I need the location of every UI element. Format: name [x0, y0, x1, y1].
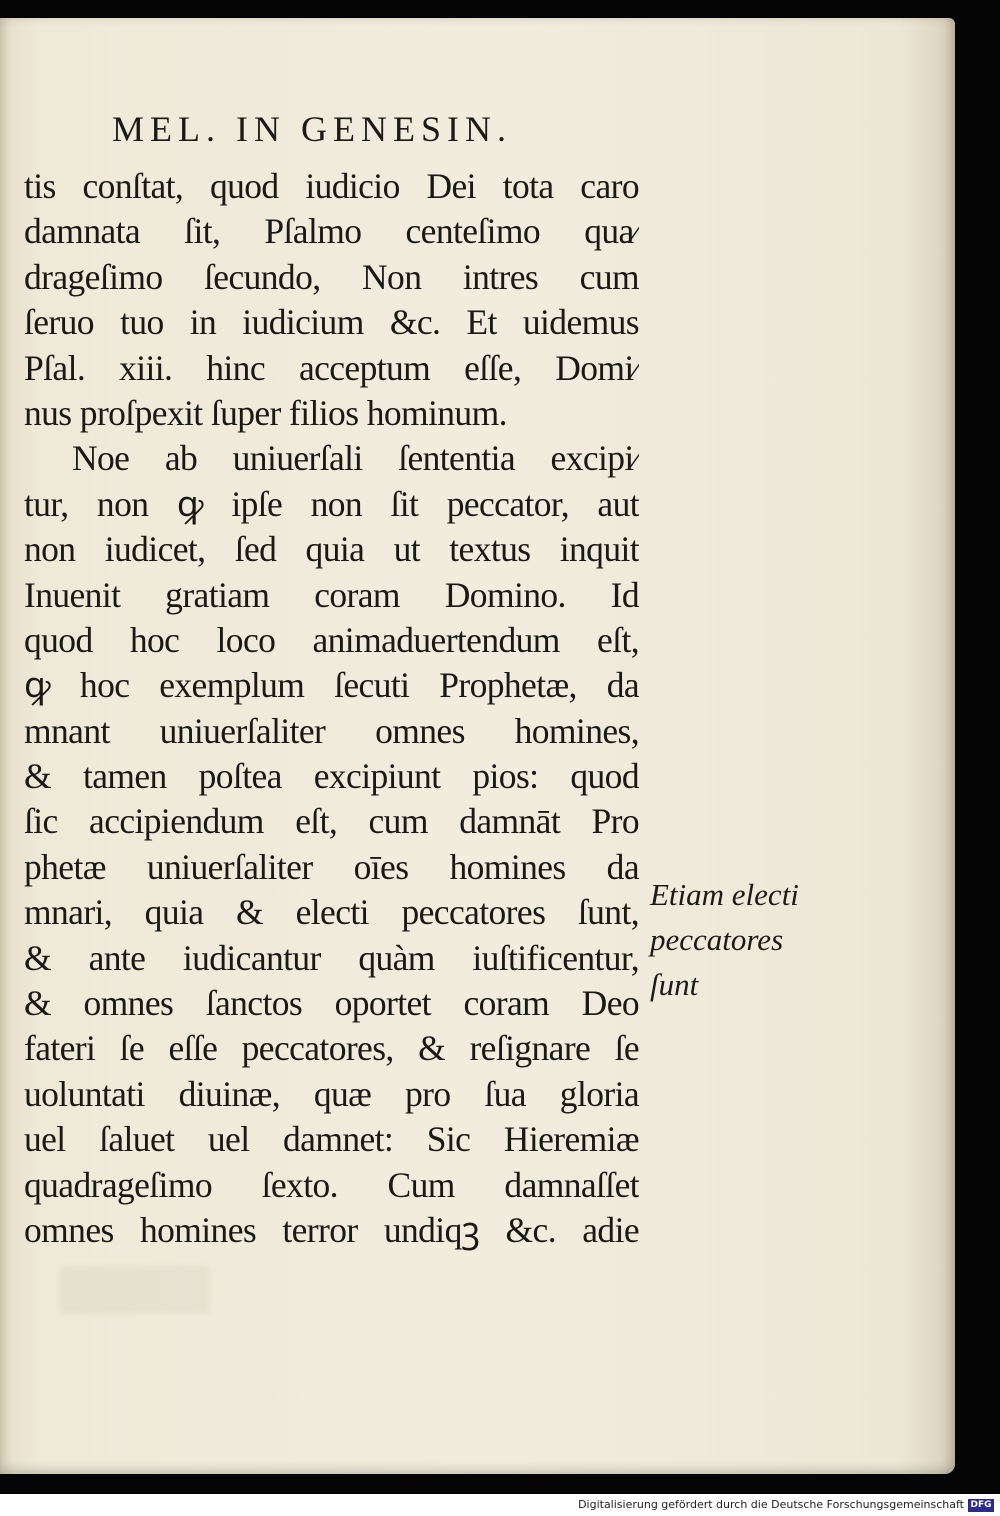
text-line: quadrageſimo ſexto. Cum damnaſſet — [24, 1164, 639, 1205]
text-line: drageſimo ſecundo, Non intres cum — [24, 256, 639, 297]
bleed-through-smudge — [60, 1266, 210, 1314]
text-line: & tamen poſtea excipiunt pios: quod — [24, 756, 639, 797]
margin-note-line: Etiam electi — [650, 877, 799, 912]
text-line: Noe ab uniuerſali ſententia excipi⁄ — [72, 438, 639, 479]
text-line: uoluntati diuinæ, quæ pro ſua gloria — [24, 1073, 639, 1114]
text-line: quod hoc loco animaduertendum eſt, — [24, 619, 639, 660]
text-line: tur, non ꝙ ipſe non ſit peccator, aut — [24, 483, 639, 524]
text-line: uel ſaluet uel damnet: Sic Hieremiæ — [24, 1119, 639, 1160]
margin-note-line: peccatores — [650, 922, 784, 957]
text-line: omnes homines terror undiqꝫ &c. adie — [24, 1209, 639, 1250]
text-line: tis conſtat, quod iudicio Dei tota caro — [24, 166, 639, 206]
text-line: fateri ſe eſſe peccatores, & reſignare ſe — [24, 1028, 639, 1069]
running-head: MEL. IN GENESIN. — [112, 109, 512, 149]
text-line: nus proſpexit ſuper filios hominum. — [24, 392, 507, 433]
text-line: phetæ uniuerſaliter oīes homines da — [24, 846, 639, 887]
funding-credit: Digitalisierung gefördert durch die Deutsche Forschungsgemeinschaft — [578, 1498, 964, 1511]
text-line: & omnes ſanctos oportet coram Deo — [24, 983, 639, 1024]
text-line: ſeruo tuo in iudicium &c. Et uidemus — [24, 302, 639, 343]
text-line: mnant uniuerſaliter omnes homines, — [24, 710, 639, 751]
margin-note — [650, 872, 830, 1007]
margin-note-line: ſunt — [650, 967, 699, 1002]
text-line: ꝙ hoc exemplum ſecuti Prophetæ, da — [24, 665, 639, 706]
text-line: & ante iudicantur quàm iuſtificentur, — [24, 937, 639, 978]
dfg-logo: DFG — [968, 1499, 994, 1512]
body-text — [24, 164, 639, 1253]
text-line: Pſal. xiii. hinc acceptum eſſe, Domi⁄ — [24, 347, 639, 388]
text-line: mnari, quia & electi peccatores ſunt, — [24, 892, 639, 933]
text-line: Inuenit gratiam coram Domino. Id — [24, 574, 639, 615]
text-line: non iudicet, ſed quia ut textus inquit — [24, 529, 639, 570]
text-line: ſic accipiendum eſt, cum damnāt Pro — [24, 801, 639, 842]
text-line: damnata ſit, Pſalmo centeſimo qua⁄ — [24, 211, 639, 252]
